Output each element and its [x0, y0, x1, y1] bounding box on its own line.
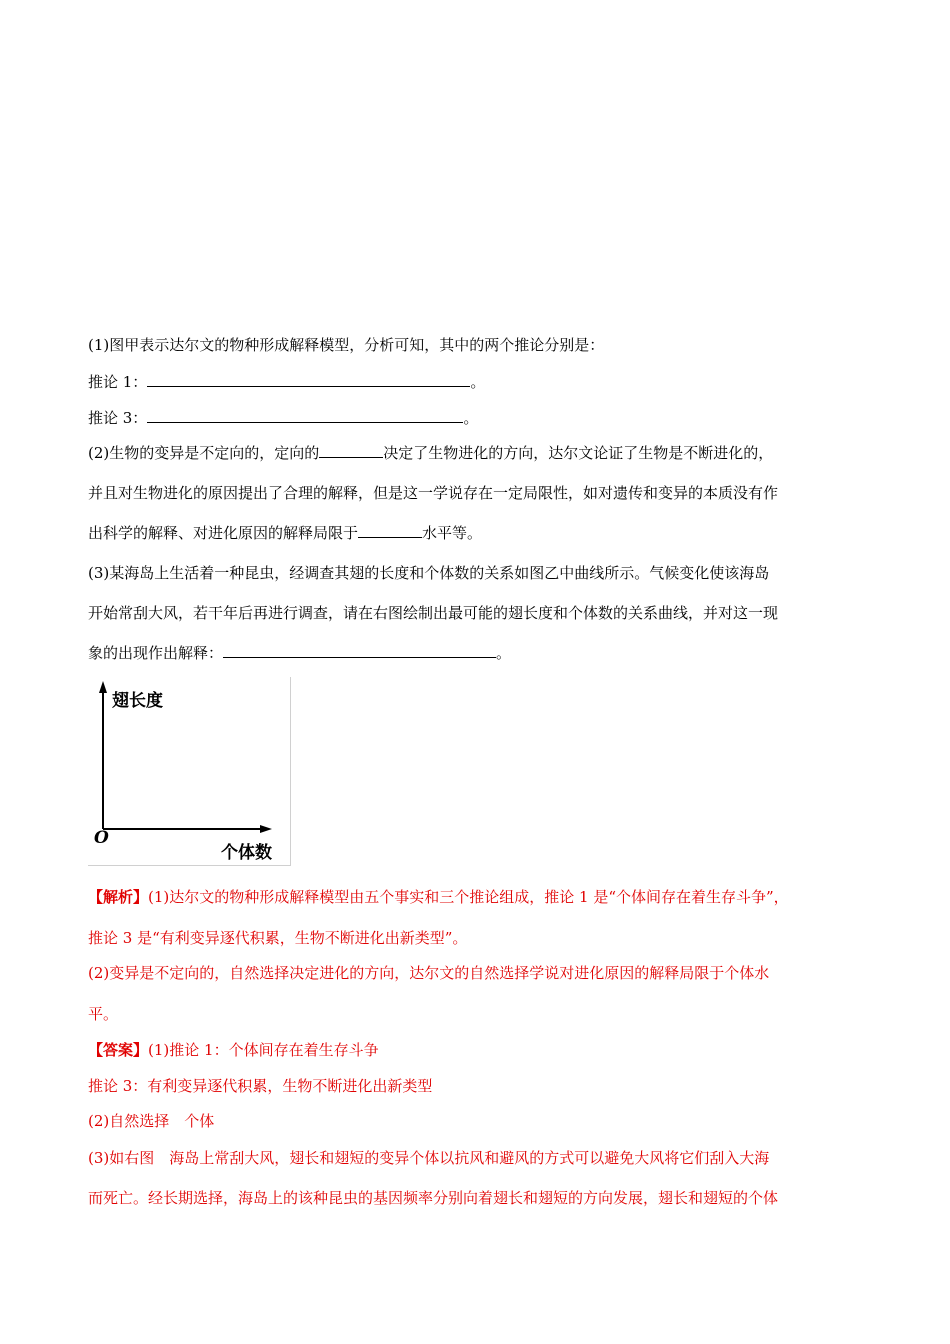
- analysis-tag: 【解析】: [88, 888, 149, 906]
- inference-1-blank[interactable]: [147, 372, 470, 387]
- inference-3-line: [88, 408, 478, 428]
- answer-text-1: (1)推论 1：个体间存在着生存斗争: [148, 1041, 379, 1059]
- q2-text-a: (2)生物的变异是不定向的，定向的: [88, 444, 320, 462]
- y-axis-arrow: [99, 681, 107, 693]
- q3-end: 。: [496, 644, 512, 662]
- answer-line-2: 推论 3：有利变异逐代积累，生物不断进化出新类型: [88, 1077, 433, 1095]
- q2-line-2: 并且对生物进化的原因提出了合理的解释，但是这一学说存在一定局限性，如对遗传和变异的本质没有作: [88, 484, 779, 502]
- answer-line-5: 而死亡。经长期选择，海岛上的该种昆虫的基因频率分别向着翅长和翅短的方向发展，翅长和翅短的个体: [88, 1189, 779, 1207]
- inference-1-label: 推论 1：: [88, 373, 148, 391]
- answer-line-1: [88, 1040, 379, 1060]
- inference-3-label: 推论 3：: [88, 409, 148, 427]
- q2-line-3: [88, 523, 482, 543]
- q2-blank-1[interactable]: [319, 443, 383, 458]
- q3-text: 象的出现作出解释：: [88, 644, 224, 662]
- q1-stem: (1)图甲表示达尔文的物种形成解释模型，分析可知，其中的两个推论分别是：: [88, 336, 605, 354]
- inference-3-end: 。: [463, 409, 479, 427]
- origin-label: O: [94, 828, 109, 848]
- analysis-text-1: (1)达尔文的物种形成解释模型由五个事实和三个推论组成，推论 1 是“个体间存在着生存斗争”，: [148, 888, 789, 906]
- q3-line-3: [88, 643, 511, 663]
- q2-text-d: 水平等。: [422, 524, 483, 542]
- analysis-line-1: [88, 887, 789, 907]
- y-axis-label: 翅长度: [112, 691, 163, 711]
- answer-line-3: (2)自然选择 个体: [88, 1112, 215, 1130]
- q2-line-1: [88, 443, 773, 463]
- wing-length-graph[interactable]: [88, 677, 291, 866]
- q3-blank[interactable]: [223, 643, 496, 658]
- answer-tag: 【答案】: [88, 1041, 149, 1059]
- x-axis-label: 个体数: [221, 843, 272, 863]
- inference-3-blank[interactable]: [147, 408, 463, 423]
- x-axis-arrow: [260, 825, 272, 833]
- q3-line-2: 开始常刮大风，若干年后再进行调查，请在右图绘制出最可能的翅长度和个体数的关系曲线，并对这一现: [88, 604, 779, 622]
- answer-line-4: (3)如右图 海岛上常刮大风，翅长和翅短的变异个体以抗风和避风的方式可以避免大风将它们刮入大海: [88, 1149, 770, 1167]
- analysis-line-3: (2)变异是不定向的，自然选择决定进化的方向，达尔文的自然选择学说对进化原因的解释局限于个体水: [88, 964, 770, 982]
- q2-blank-2[interactable]: [358, 523, 422, 538]
- q2-text-b: 决定了生物进化的方向，达尔文论证了生物是不断进化的，: [383, 444, 774, 462]
- q3-line-1: (3)某海岛上生活着一种昆虫，经调查其翅的长度和个体数的关系如图乙中曲线所示。气候变化使该海岛: [88, 564, 770, 582]
- analysis-line-4: 平。: [88, 1005, 119, 1023]
- inference-1-line: [88, 372, 485, 392]
- inference-1-end: 。: [470, 373, 486, 391]
- analysis-line-2: 推论 3 是“有利变异逐代积累，生物不断进化出新类型”。: [88, 929, 468, 947]
- q2-text-c: 出科学的解释、对进化原因的解释局限于: [88, 524, 359, 542]
